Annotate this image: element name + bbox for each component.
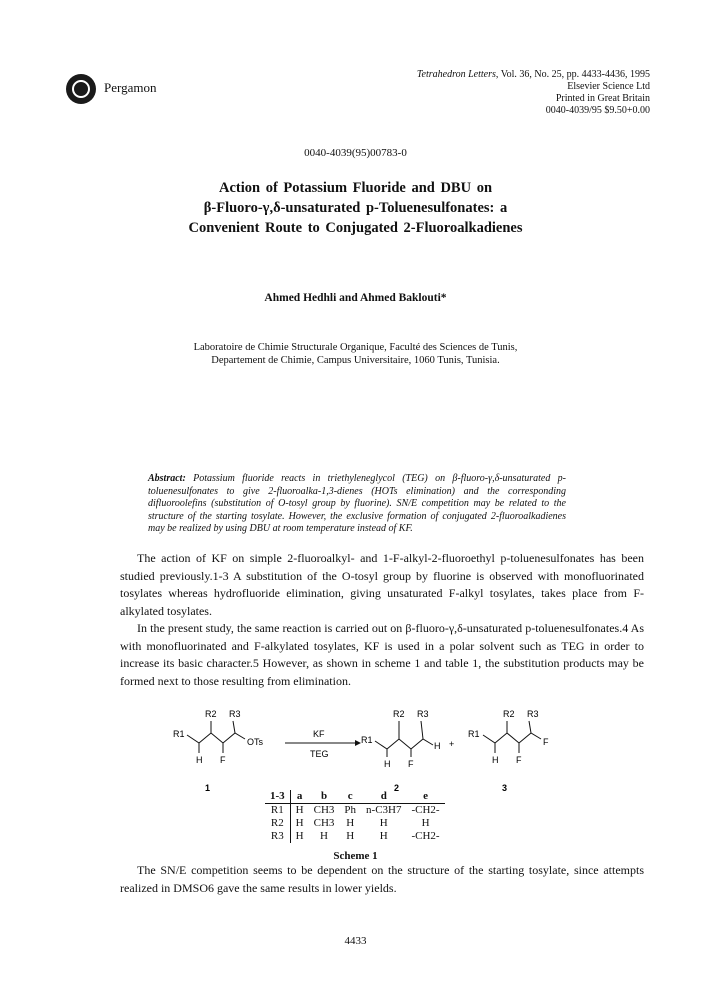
compound-1-structure	[173, 709, 264, 793]
table-header: 1-3	[265, 790, 290, 804]
page-number: 4433	[344, 935, 367, 947]
table-cell: R3	[265, 830, 290, 843]
compound-number-3: 3	[502, 783, 508, 793]
atom-f: F	[516, 755, 522, 765]
table-cell: -CH2-	[411, 804, 440, 816]
issn-price: 0040-4039/95 $9.50+0.00	[545, 105, 650, 116]
table-cell: Ph	[344, 804, 357, 816]
paragraph-1: The action of KF on simple 2-fluoroalkyl- and 1-F-alkyl-2-fluoroethyl p-toluenesulfonates has been studied previously.1-3 A substitution of the O-tosyl group by fluorine is observed with monofluorinated tosylates whereas hydrofluoride elimination, giving unsaturated F-alkyl tosylates, takes place from F-alkylated tosylates.	[120, 551, 644, 618]
journal-info	[417, 69, 650, 117]
atom-r2: R2	[503, 709, 515, 719]
table-cell: H	[379, 817, 388, 829]
table-header: a	[290, 790, 308, 804]
reagent-kf: KF	[313, 729, 325, 739]
atom-f: F	[408, 759, 414, 769]
title-line: Action of Potassium Fluoride and DBU on	[218, 180, 493, 196]
pergamon-logo-icon	[66, 74, 96, 104]
affiliation	[0, 341, 711, 367]
table-cell: CH3	[313, 817, 335, 829]
compound-3-structure	[468, 709, 549, 793]
table-row	[265, 817, 445, 830]
authors: Ahmed Hedhli and Ahmed Baklouti*	[264, 292, 447, 304]
table-row	[265, 830, 445, 843]
table-cell: -CH2-	[411, 830, 440, 842]
paper-title	[0, 178, 711, 238]
affiliation-line: Departement de Chimie, Campus Universitaire, 1060 Tunis, Tunisia.	[211, 355, 500, 366]
affiliation-line: Laboratoire de Chimie Structurale Organique, Faculté des Sciences de Tunis,	[193, 342, 518, 353]
copyright: Elsevier Science Ltd	[567, 81, 650, 92]
atom-ots: OTs	[247, 737, 264, 747]
atom-h: H	[434, 741, 441, 751]
abstract	[148, 473, 566, 536]
journal-volume: , Vol. 36, No. 25, pp. 4433-4436, 1995	[495, 69, 650, 80]
atom-r1: R1	[361, 735, 373, 745]
atom-f: F	[543, 737, 549, 747]
journal-name: Tetrahedron Letters	[416, 69, 496, 80]
table-cell: H	[346, 830, 355, 842]
atom-r3: R3	[229, 709, 241, 719]
table-cell: H	[295, 804, 304, 816]
compound-number-2: 2	[394, 783, 400, 793]
table-header: b	[309, 790, 340, 804]
paragraph-2: In the present study, the same reaction is carried out on β-fluoro-γ,δ-unsaturated p-toluenesulfonates.4 As with monofluorinated and F-alkylated tosylates, KF is used in a polar solvent such as TEG in order to increase its basic character.5 However, as shown in scheme 1 and table 1, the substitution products may be formed next to those resulting from elimination.	[120, 621, 644, 688]
table-header: e	[406, 790, 444, 804]
reagent-teg: TEG	[310, 749, 329, 759]
abstract-text: Potassium fluoride reacts in triethyleneglycol (TEG) on β-fluoro-γ,δ-unsaturated p-toluenesulfonates to give 2-fluoroalka-1,3-dienes (HOTs elimination) and the corresponding difluoroolefins (substitution of O-tosyl group by fluorine). SN/E competition may be related to the structure of the starting tosylate. However, the exclusive formation of conjugated 2-fluoroalkadienes may be realized by using DBU at room temperature instead of KF.	[148, 473, 567, 534]
atom-r3: R3	[527, 709, 539, 719]
substituent-table	[265, 790, 445, 843]
atom-r1: R1	[468, 729, 480, 739]
title-line: Convenient Route to Conjugated 2-Fluoroalkadienes	[188, 220, 523, 236]
atom-f: F	[220, 755, 226, 765]
table-cell: H	[421, 817, 430, 829]
table-cell: H	[295, 830, 304, 842]
table-header: c	[339, 790, 361, 804]
plus-sign: +	[449, 739, 455, 749]
atom-r2: R2	[205, 709, 217, 719]
abstract-label: Abstract:	[148, 473, 186, 484]
doi: 0040-4039(95)00783-0	[304, 147, 407, 159]
compound-number-1: 1	[205, 783, 211, 793]
table-cell: CH3	[313, 804, 335, 816]
table-row	[265, 804, 445, 818]
printed-in: Printed in Great Britain	[555, 93, 650, 104]
atom-h: H	[196, 755, 203, 765]
table-cell: H	[346, 817, 355, 829]
paragraph-3: The SN/E competition seems to be dependent on the structure of the starting tosylate, since attempts realized in DMSO6 gave the same results in lower yields.	[120, 863, 644, 895]
atom-r3: R3	[417, 709, 429, 719]
table-header-row	[265, 790, 445, 804]
table-cell: R1	[265, 804, 290, 818]
atom-h: H	[384, 759, 391, 769]
compound-2-structure	[361, 709, 441, 793]
scheme-label: Scheme 1	[333, 850, 378, 862]
atom-r1: R1	[173, 729, 185, 739]
table-cell: n-C3H7	[366, 804, 402, 816]
table-cell: H	[320, 830, 328, 842]
table-cell: R2	[265, 817, 290, 830]
table-cell: H	[379, 830, 388, 842]
reaction-arrow	[285, 729, 361, 759]
table-header: d	[361, 790, 406, 804]
atom-h: H	[492, 755, 499, 765]
table-cell: H	[295, 817, 304, 829]
atom-r2: R2	[393, 709, 405, 719]
title-line: β-Fluoro-γ,δ-unsaturated p-Toluenesulfonates: a	[203, 200, 508, 216]
publisher-name: Pergamon	[104, 80, 157, 95]
